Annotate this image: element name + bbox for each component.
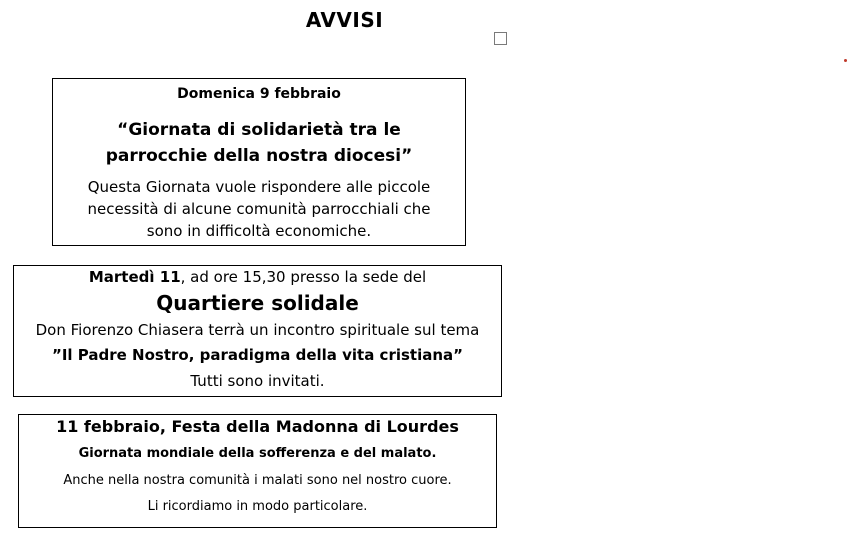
notice-spiritual-meeting (13, 265, 502, 397)
meeting-day: Martedì 11 (88, 268, 181, 286)
feast-text-line: Anche nella nostra comunità i malati sono nel nostro cuore. (63, 473, 452, 488)
red-dot-mark (844, 59, 847, 62)
meeting-intro (14, 267, 501, 287)
notice-body (53, 176, 465, 242)
notice-solidarity-day (52, 78, 466, 246)
body-line: necessità di alcune comunità parrocchiali che (87, 200, 431, 218)
body-line: Questa Giornata vuole rispondere alle piccole (87, 178, 431, 196)
meeting-closing: Tutti sono invitati. (190, 372, 325, 390)
meeting-place: Quartiere solidale (156, 291, 359, 315)
notice-date: Domenica 9 febbraio (177, 86, 341, 102)
notice-heading (53, 117, 465, 169)
meeting-theme: ”Il Padre Nostro, paradigma della vita cristiana” (51, 346, 464, 364)
feast-subheadline: Giornata mondiale della sofferenza e del malato. (78, 446, 437, 461)
body-line: sono in difficoltà economiche. (146, 222, 372, 240)
notice-lourdes-feast (18, 414, 497, 528)
meeting-speaker: Don Fiorenzo Chiasera terrà un incontro spirituale sul tema (35, 321, 480, 339)
heading-line: parrocchie della nostra diocesi” (105, 146, 413, 166)
feast-text-line: Li ricordiamo in modo particolare. (147, 499, 368, 514)
heading-line: “Giornata di solidarietà tra le (117, 120, 401, 140)
checkbox[interactable] (494, 32, 507, 45)
feast-headline: 11 febbraio, Festa della Madonna di Lourdes (56, 417, 459, 436)
meeting-intro-text: , ad ore 15,30 presso la sede del (180, 268, 427, 286)
page-title: AVVISI (305, 8, 384, 32)
